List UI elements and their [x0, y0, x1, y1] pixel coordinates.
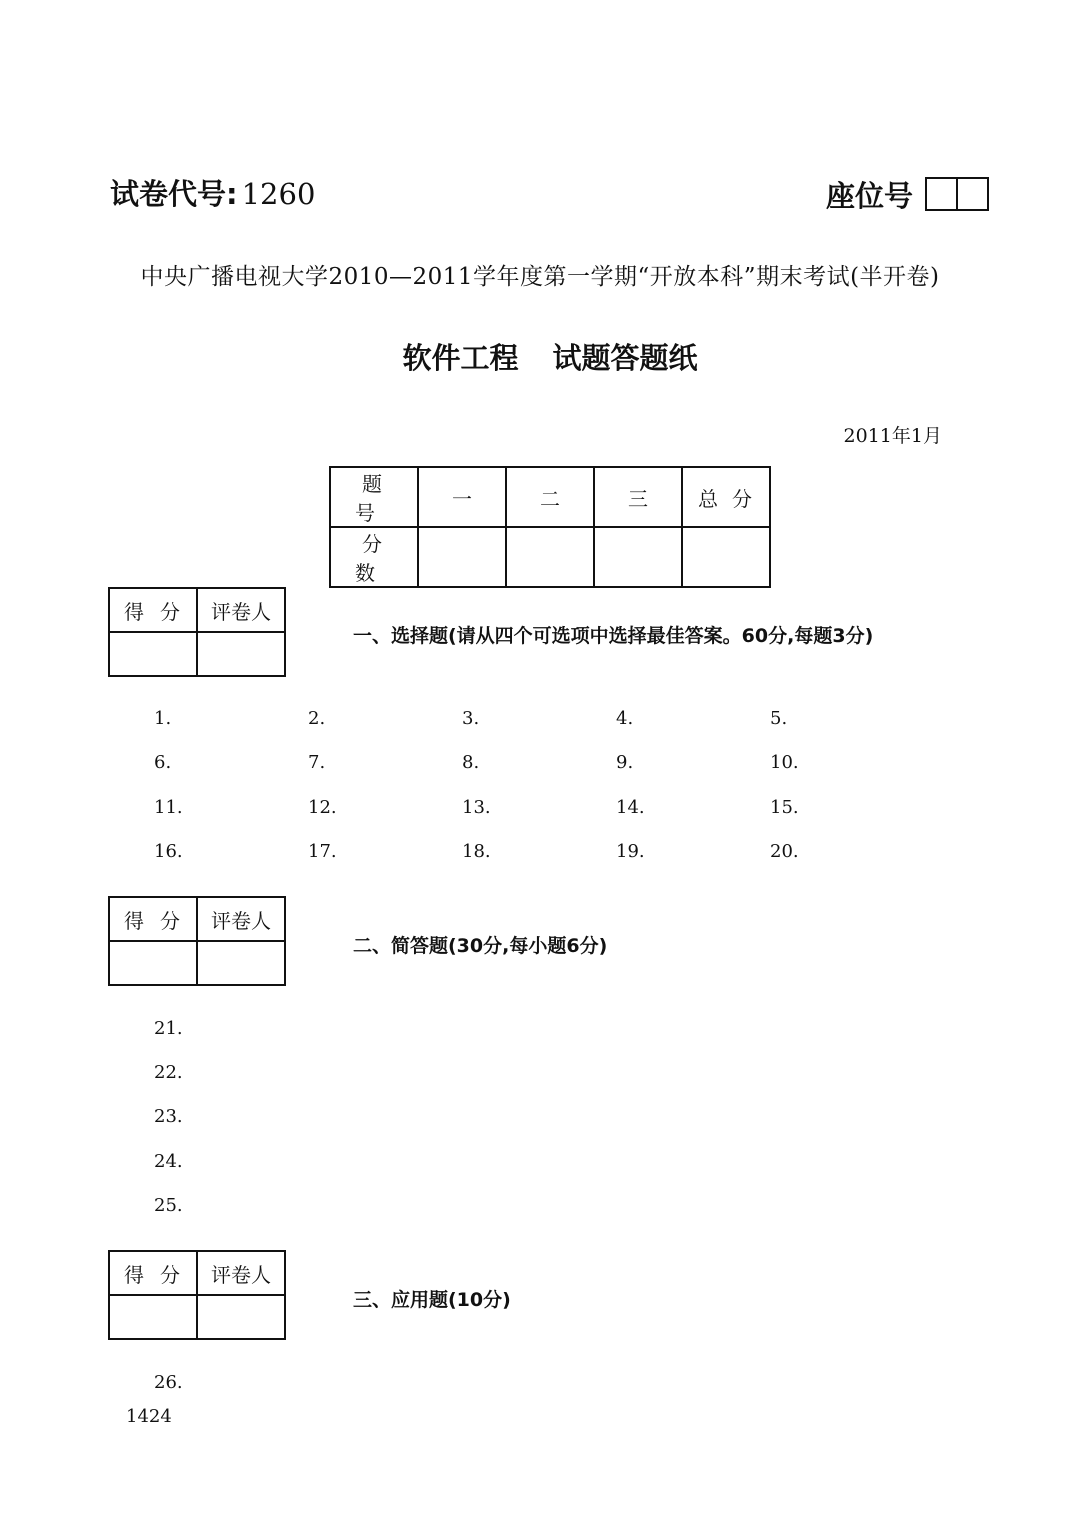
seat-number-box[interactable] — [925, 177, 989, 211]
question-number: 25. — [154, 1195, 183, 1216]
score-cell[interactable] — [418, 527, 506, 587]
question-number: 23. — [154, 1106, 183, 1127]
grader-box-3 — [108, 1250, 286, 1340]
column-header: 一 — [418, 467, 506, 527]
question-number: 3. — [462, 708, 480, 729]
column-header: 三 — [594, 467, 682, 527]
question-number: 14. — [616, 797, 645, 818]
exam-header: 中央广播电视大学2010—2011学年度第一学期“开放本科”期末考试(半开卷) — [140, 264, 940, 290]
score-label: 得分 — [109, 588, 197, 632]
page-title: 软件工程 试题答题纸 — [402, 341, 698, 375]
question-number: 2. — [308, 708, 326, 729]
score-entry[interactable] — [109, 1295, 197, 1339]
question-number: 6. — [154, 752, 172, 773]
question-number: 18. — [462, 841, 491, 862]
question-number: 19. — [616, 841, 645, 862]
score-cell[interactable] — [594, 527, 682, 587]
question-number: 10. — [770, 752, 799, 773]
score-cell-total[interactable] — [682, 527, 770, 587]
question-number: 20. — [770, 841, 799, 862]
question-number: 24. — [154, 1151, 183, 1172]
seat-label: 座位号 — [826, 179, 914, 213]
question-number: 8. — [462, 752, 480, 773]
question-number: 21. — [154, 1018, 183, 1039]
question-number: 5. — [770, 708, 788, 729]
grader-box-2 — [108, 896, 286, 986]
question-number: 17. — [308, 841, 337, 862]
score-label: 得分 — [109, 1251, 197, 1295]
score-entry[interactable] — [109, 941, 197, 985]
grader-label: 评卷人 — [197, 897, 285, 941]
grader-entry[interactable] — [197, 941, 285, 985]
seat-digit-2[interactable] — [956, 179, 987, 209]
score-label: 得分 — [109, 897, 197, 941]
question-number: 4. — [616, 708, 634, 729]
question-number: 26. — [154, 1372, 183, 1393]
row-label-score: 分数 — [330, 527, 418, 587]
exam-code-label: 试卷代号: — [110, 177, 238, 211]
section-heading-2: 二、简答题(30分,每小题6分) — [353, 935, 608, 957]
grader-label: 评卷人 — [197, 1251, 285, 1295]
grader-box-1 — [108, 587, 286, 677]
question-number: 9. — [616, 752, 634, 773]
question-number: 7. — [308, 752, 326, 773]
question-number: 1. — [154, 708, 172, 729]
question-number: 12. — [308, 797, 337, 818]
score-entry[interactable] — [109, 632, 197, 676]
question-number: 22. — [154, 1062, 183, 1083]
column-header: 二 — [506, 467, 594, 527]
question-number: 15. — [770, 797, 799, 818]
question-number: 11. — [154, 797, 183, 818]
exam-date: 2011年1月 — [843, 425, 942, 447]
score-cell[interactable] — [506, 527, 594, 587]
exam-code — [110, 172, 315, 213]
question-number: 13. — [462, 797, 491, 818]
grader-entry[interactable] — [197, 632, 285, 676]
seat-digit-1[interactable] — [927, 179, 956, 209]
section-heading-3: 三、应用题(10分) — [353, 1289, 511, 1311]
question-number: 16. — [154, 841, 183, 862]
page-number: 1424 — [126, 1406, 172, 1427]
section-heading-1: 一、选择题(请从四个可选项中选择最佳答案。60分,每题3分) — [353, 625, 874, 647]
grader-label: 评卷人 — [197, 588, 285, 632]
score-table-score-row — [330, 527, 770, 587]
row-label-question-number: 题号 — [330, 467, 418, 527]
score-summary-table — [329, 466, 771, 588]
exam-code-value: 1260 — [241, 177, 316, 211]
score-table-header-row — [330, 467, 770, 527]
column-header-total: 总分 — [682, 467, 770, 527]
grader-entry[interactable] — [197, 1295, 285, 1339]
